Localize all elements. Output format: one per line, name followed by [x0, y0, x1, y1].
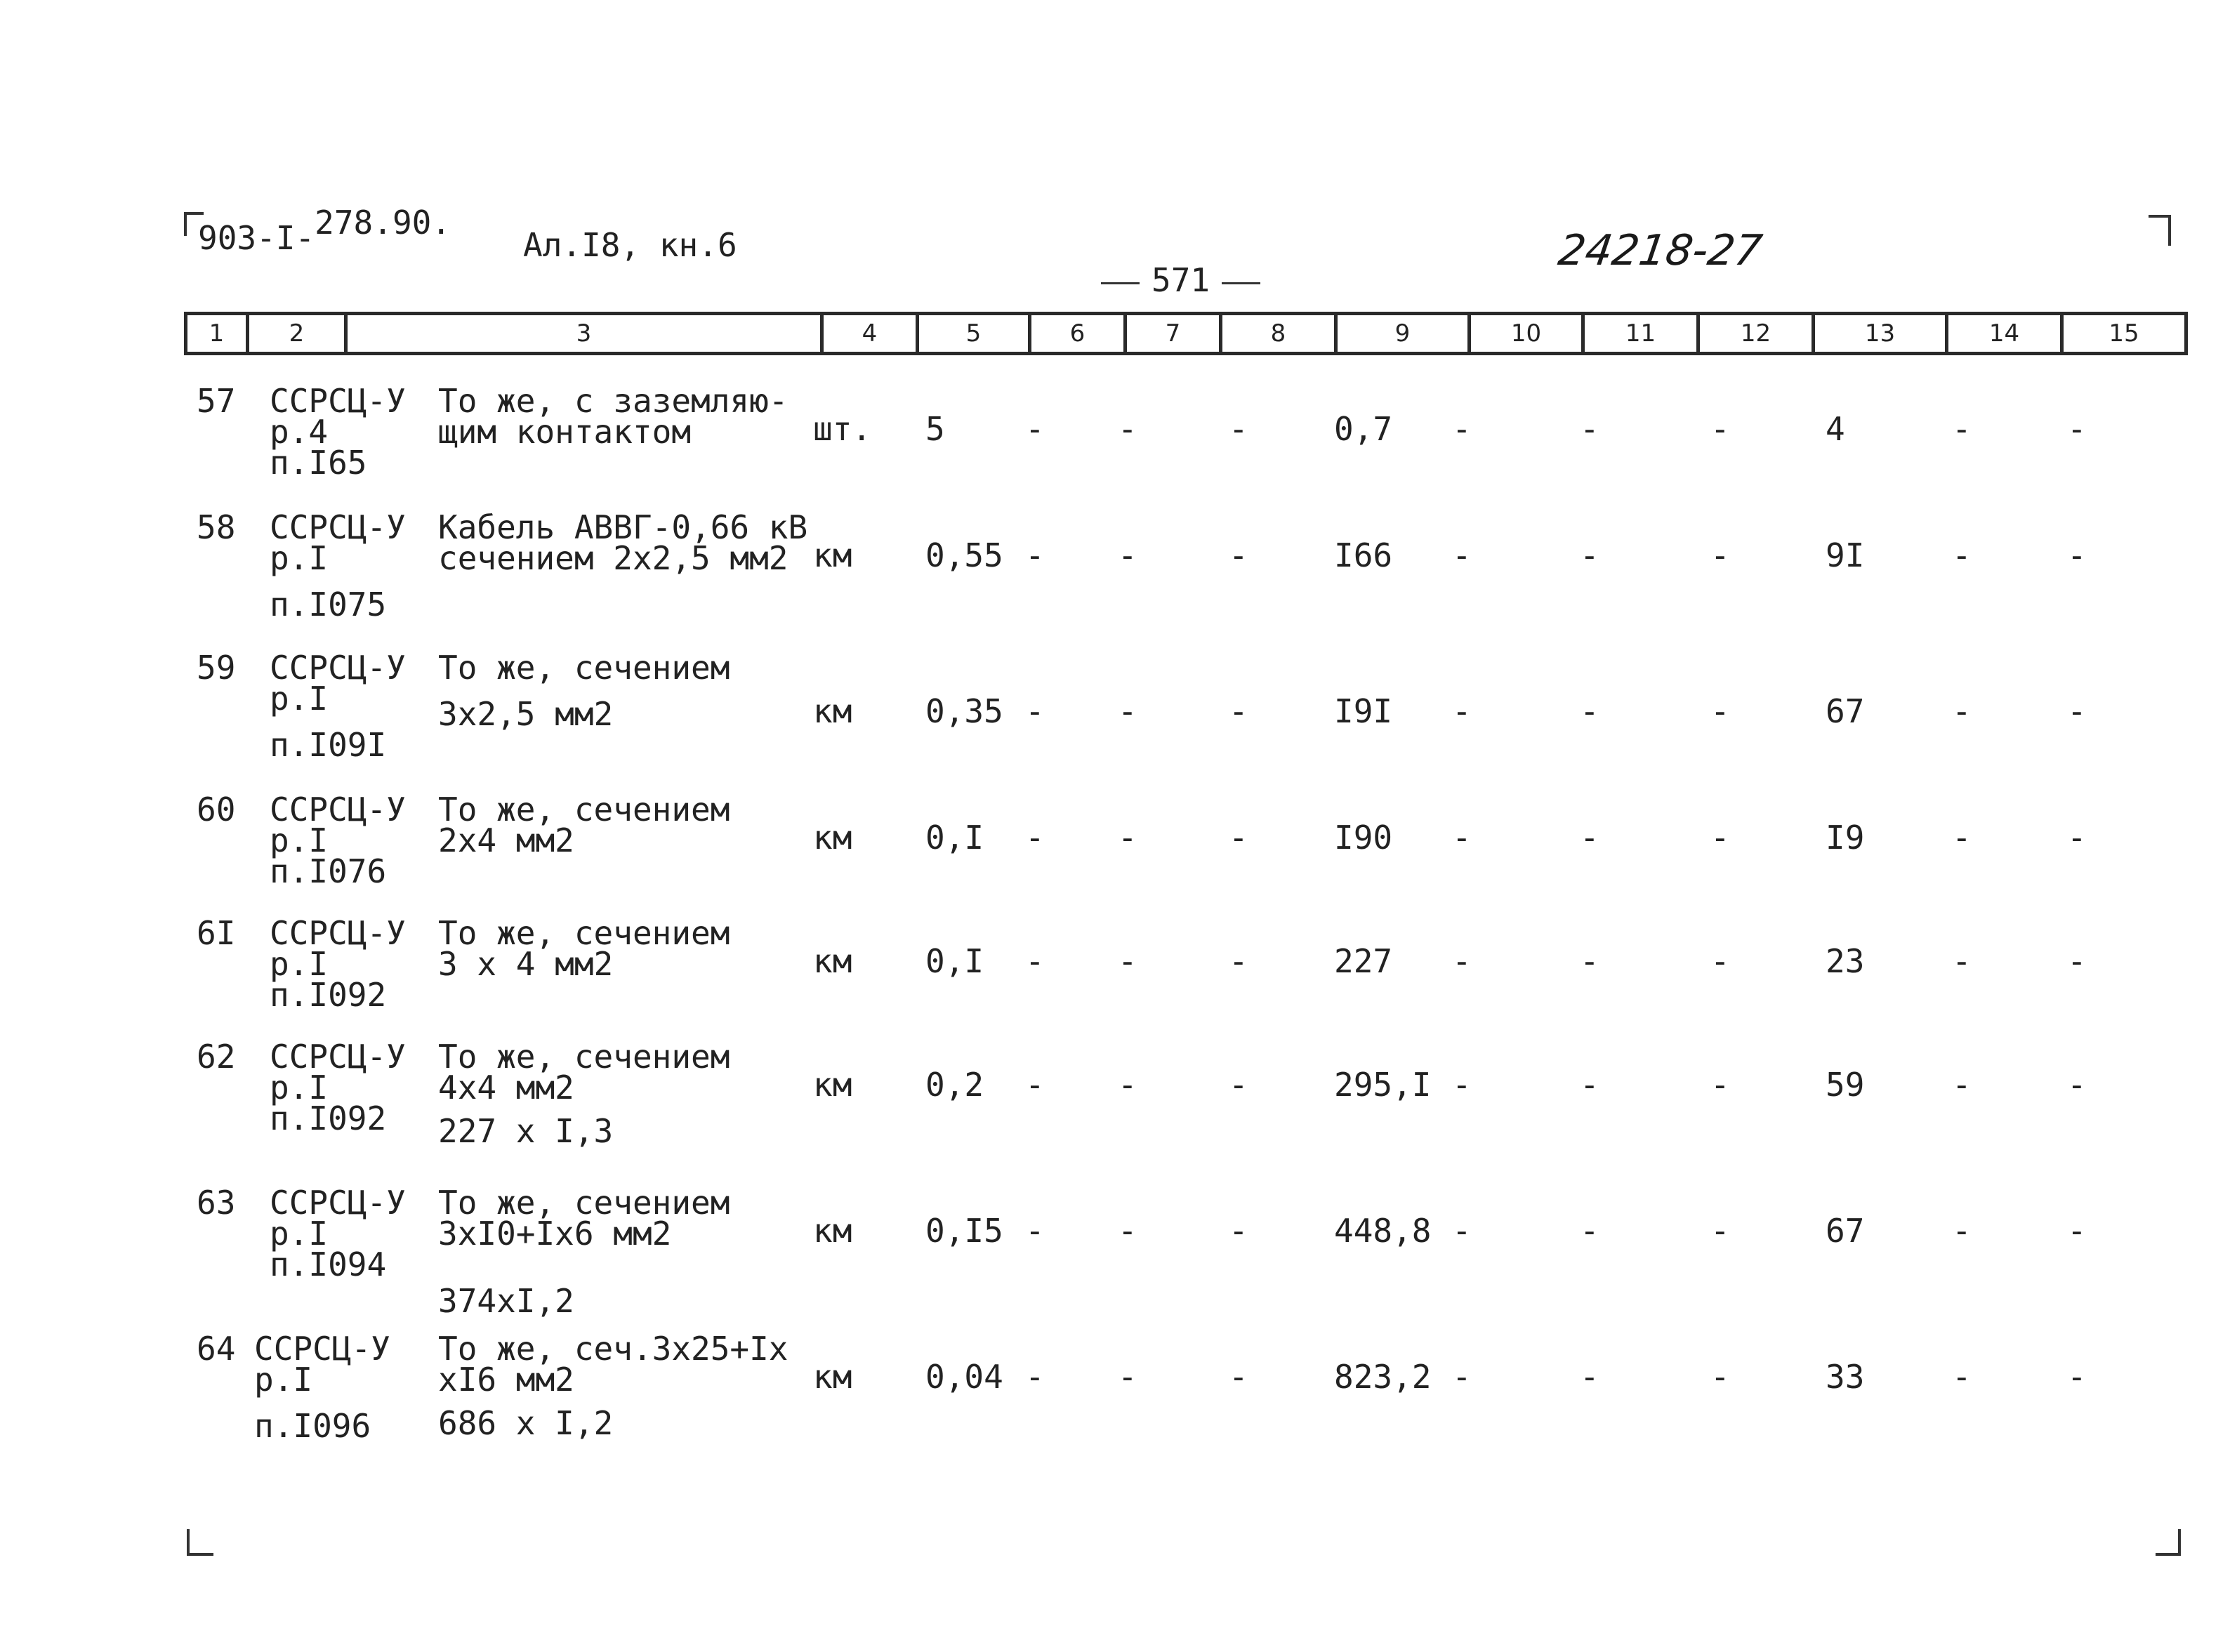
value-column-15: -: [2067, 410, 2087, 448]
reference-line: р.I: [270, 1069, 329, 1106]
row-number: 60: [197, 791, 236, 828]
description-line: То же, сечением: [438, 1184, 730, 1222]
page-number: 571: [1152, 261, 1210, 299]
value-column-8: -: [1229, 692, 1248, 730]
reference-line: п.I096: [254, 1407, 371, 1445]
value-column-7: -: [1118, 536, 1137, 574]
corner-mark-bottom-left: [187, 1529, 213, 1556]
column-header-7: 7: [1127, 315, 1222, 352]
corner-mark-top-right: [2149, 215, 2171, 246]
corner-mark-bottom-right: [2156, 1529, 2181, 1556]
calculation-note: 227 х I,3: [438, 1112, 614, 1150]
column-header-14: 14: [1948, 315, 2064, 352]
description-line: Кабель АВВГ-0,66 кВ: [438, 508, 808, 546]
description-line: 4х4 мм2: [438, 1069, 574, 1106]
value-column-10: -: [1452, 942, 1472, 980]
description-line: То же, сечением: [438, 914, 730, 952]
reference-line: ССРСЦ-У: [270, 1038, 406, 1076]
row-number: 6I: [197, 914, 236, 952]
value-column-9: I66: [1334, 536, 1393, 574]
value-column-13: 9I: [1826, 536, 1865, 574]
reference-line: ССРСЦ-У: [270, 382, 406, 420]
value-column-15: -: [2067, 1066, 2087, 1104]
value-column-5: 0,35: [925, 692, 1003, 730]
value-column-13: 67: [1826, 692, 1865, 730]
value-column-10: -: [1452, 1358, 1472, 1396]
reference-line: п.I092: [270, 1099, 387, 1137]
description-line: 3х2,5 мм2: [438, 695, 614, 733]
reference-line: ССРСЦ-У: [254, 1330, 390, 1368]
value-column-13: 4: [1826, 410, 1845, 448]
value-column-13: I9: [1826, 819, 1865, 857]
reference-line: п.I09I: [270, 726, 387, 764]
row-number: 59: [197, 649, 236, 687]
value-column-14: -: [1952, 1358, 1972, 1396]
value-column-7: -: [1118, 1066, 1137, 1104]
column-header-6: 6: [1031, 315, 1127, 352]
value-column-8: -: [1229, 410, 1248, 448]
value-column-13: 59: [1826, 1066, 1865, 1104]
value-column-14: -: [1952, 1066, 1972, 1104]
value-column-10: -: [1452, 536, 1472, 574]
value-column-12: -: [1710, 692, 1730, 730]
value-column-8: -: [1229, 819, 1248, 857]
description-line: То же, с заземляю-: [438, 382, 788, 420]
value-column-15: -: [2067, 692, 2087, 730]
value-column-7: -: [1118, 942, 1137, 980]
reference-line: р.I: [254, 1361, 313, 1399]
unit-of-measure: км: [813, 692, 852, 730]
value-column-14: -: [1952, 1212, 1972, 1250]
value-column-10: -: [1452, 819, 1472, 857]
value-column-5: 0,04: [925, 1358, 1003, 1396]
row-number: 63: [197, 1184, 236, 1222]
reference-line: р.I: [270, 680, 329, 718]
value-column-12: -: [1710, 942, 1730, 980]
value-column-15: -: [2067, 1212, 2087, 1250]
unit-of-measure: км: [813, 536, 852, 574]
reference-line: п.I075: [270, 586, 387, 623]
value-column-6: -: [1025, 1212, 1045, 1250]
value-column-6: -: [1025, 1358, 1045, 1396]
unit-of-measure: км: [813, 1066, 852, 1104]
description-line: То же, сеч.3х25+Iх: [438, 1330, 788, 1368]
value-column-10: -: [1452, 410, 1472, 448]
column-header-11: 11: [1585, 315, 1700, 352]
row-number: 64: [197, 1330, 236, 1368]
reference-line: р.I: [270, 821, 329, 859]
value-column-12: -: [1710, 1212, 1730, 1250]
column-header-12: 12: [1700, 315, 1815, 352]
value-column-8: -: [1229, 536, 1248, 574]
reference-line: ССРСЦ-У: [270, 508, 406, 546]
column-header-3: 3: [348, 315, 824, 352]
unit-of-measure: км: [813, 1212, 852, 1250]
value-column-11: -: [1580, 819, 1599, 857]
value-column-9: 0,7: [1334, 410, 1393, 448]
column-header-8: 8: [1222, 315, 1338, 352]
description-line: сечением 2х2,5 мм2: [438, 539, 788, 577]
reference-line: ССРСЦ-У: [270, 649, 406, 687]
column-header-15: 15: [2109, 319, 2139, 348]
value-column-9: 295,I: [1334, 1066, 1432, 1104]
value-column-13: 33: [1826, 1358, 1865, 1396]
value-column-9: I90: [1334, 819, 1393, 857]
value-column-14: -: [1952, 410, 1972, 448]
value-column-10: -: [1452, 1212, 1472, 1250]
value-column-7: -: [1118, 692, 1137, 730]
value-column-7: -: [1118, 1212, 1137, 1250]
reference-line: ССРСЦ-У: [270, 1184, 406, 1222]
value-column-9: I9I: [1334, 692, 1393, 730]
value-column-5: 5: [925, 410, 945, 448]
value-column-12: -: [1710, 1066, 1730, 1104]
value-column-10: -: [1452, 1066, 1472, 1104]
value-column-11: -: [1580, 1066, 1599, 1104]
value-column-9: 227: [1334, 942, 1393, 980]
document-code: 903-I-$^{278.90.}$: [198, 204, 451, 257]
value-column-12: -: [1710, 536, 1730, 574]
description-line: щим контактом: [438, 413, 692, 451]
value-column-6: -: [1025, 1066, 1045, 1104]
value-column-5: 0,I: [925, 942, 984, 980]
value-column-5: 0,55: [925, 536, 1003, 574]
value-column-10: -: [1452, 692, 1472, 730]
reference-line: п.I076: [270, 852, 387, 890]
inventory-number-handwritten: 24218-27: [1555, 226, 1765, 275]
value-column-11: -: [1580, 1212, 1599, 1250]
value-column-9: 823,2: [1334, 1358, 1432, 1396]
reference-line: р.4: [270, 413, 329, 451]
value-column-6: -: [1025, 819, 1045, 857]
value-column-5: 0,I: [925, 819, 984, 857]
value-column-9: 448,8: [1334, 1212, 1432, 1250]
value-column-13: 23: [1826, 942, 1865, 980]
value-column-15: -: [2067, 1358, 2087, 1396]
row-number: 58: [197, 508, 236, 546]
description-line: 2х4 мм2: [438, 821, 574, 859]
value-column-6: -: [1025, 536, 1045, 574]
value-column-15: -: [2067, 536, 2087, 574]
value-column-8: -: [1229, 1212, 1248, 1250]
value-column-12: -: [1710, 410, 1730, 448]
value-column-14: -: [1952, 692, 1972, 730]
unit-of-measure: км: [813, 819, 852, 857]
corner-mark-top-left: [184, 212, 204, 236]
reference-line: п.I65: [270, 444, 367, 482]
column-header-4: 4: [824, 315, 919, 352]
column-number-header: [184, 312, 2188, 355]
value-column-12: -: [1710, 1358, 1730, 1396]
calculation-note: 686 х I,2: [438, 1404, 614, 1442]
value-column-8: -: [1229, 1066, 1248, 1104]
unit-of-measure: шт.: [813, 410, 872, 448]
value-column-13: 67: [1826, 1212, 1865, 1250]
value-column-14: -: [1952, 942, 1972, 980]
value-column-7: -: [1118, 410, 1137, 448]
value-column-14: -: [1952, 819, 1972, 857]
reference-line: п.I094: [270, 1245, 387, 1283]
column-header-2: 2: [249, 315, 348, 352]
value-column-5: 0,I5: [925, 1212, 1003, 1250]
value-column-7: -: [1118, 1358, 1137, 1396]
value-column-11: -: [1580, 692, 1599, 730]
column-header-5: 5: [919, 315, 1031, 352]
description-line: 3 х 4 мм2: [438, 945, 614, 983]
unit-of-measure: км: [813, 1358, 852, 1396]
value-column-6: -: [1025, 410, 1045, 448]
value-column-7: -: [1118, 819, 1137, 857]
reference-line: ССРСЦ-У: [270, 914, 406, 952]
reference-line: п.I092: [270, 976, 387, 1014]
value-column-11: -: [1580, 536, 1599, 574]
value-column-8: -: [1229, 1358, 1248, 1396]
description-line: То же, сечением: [438, 1038, 730, 1076]
reference-line: ССРСЦ-У: [270, 791, 406, 828]
album-reference: Ал.I8, кн.6: [523, 226, 737, 264]
value-column-6: -: [1025, 942, 1045, 980]
row-number: 62: [197, 1038, 236, 1076]
value-column-11: -: [1580, 942, 1599, 980]
reference-line: р.I: [270, 945, 329, 983]
row-number: 57: [197, 382, 236, 420]
description-line: хI6 мм2: [438, 1361, 574, 1399]
value-column-8: -: [1229, 942, 1248, 980]
reference-line: р.I: [270, 1215, 329, 1253]
column-header-9: 9: [1338, 315, 1471, 352]
description-line: То же, сечением: [438, 791, 730, 828]
value-column-14: -: [1952, 536, 1972, 574]
value-column-11: -: [1580, 1358, 1599, 1396]
value-column-15: -: [2067, 942, 2087, 980]
column-header-10: 10: [1471, 315, 1585, 352]
column-header-1: 1: [187, 315, 249, 352]
value-column-6: -: [1025, 692, 1045, 730]
value-column-11: -: [1580, 410, 1599, 448]
description-line: 3хI0+Iх6 мм2: [438, 1215, 672, 1253]
description-line: То же, сечением: [438, 649, 730, 687]
unit-of-measure: км: [813, 942, 852, 980]
value-column-5: 0,2: [925, 1066, 984, 1104]
value-column-12: -: [1710, 819, 1730, 857]
reference-line: р.I: [270, 539, 329, 577]
value-column-15: -: [2067, 819, 2087, 857]
calculation-note: 374хI,2: [438, 1282, 574, 1320]
column-header-13: 13: [1815, 315, 1948, 352]
